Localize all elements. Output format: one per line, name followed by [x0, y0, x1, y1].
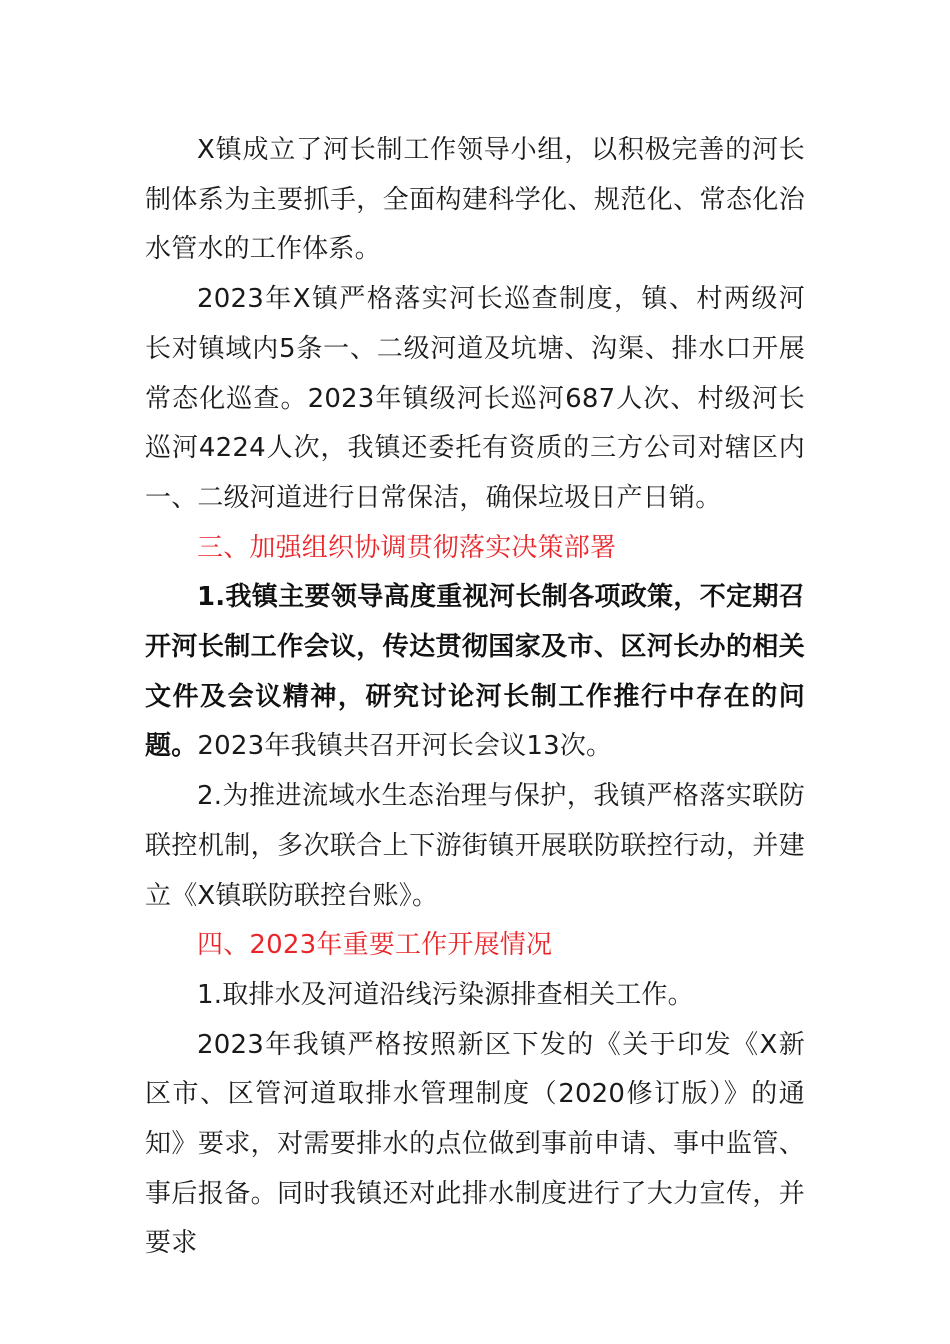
paragraph-drainage-rules: 2023年我镇严格按照新区下发的《关于印发《X新区市、区管河道取排水管理制度（2020修订版）》的通知》要求，对需要排水的点位做到事前申请、事中监管、事后报备。同时我镇还对此排水制度进行了大力宣传，并要求 [145, 1029, 805, 1259]
paragraph-leadership-group: X镇成立了河长制工作领导小组，以积极完善的河长制体系为主要抓手，全面构建科学化、规范化、常态化治水管水的工作体系。 [145, 135, 805, 265]
bold-statement: 1.我镇主要领导高度重视河长制各项政策，不定期召开河长制工作会议，传达贯彻国家及市、区河长办的相关文件及会议精神，研究讨论河长制工作推行中存在的问题。 [145, 582, 805, 762]
paragraph-river-patrol: 2023年X镇严格落实河长巡查制度，镇、村两级河长对镇域内5条一、二级河道及坑塘、沟渠、排水口开展常态化巡查。2023年镇级河长巡河687人次、村级河长巡河4224人次，我镇还委托有资质的三方公司对辖区内一、二级河道进行日常保洁，确保垃圾日产日销。 [145, 284, 805, 513]
paragraph-meetings [145, 573, 805, 772]
paragraph-drainage-item: 1.取排水及河道沿线污染源排查相关工作。 [197, 979, 694, 1010]
meeting-count-text: 2023年我镇共召开河长会议13次。 [197, 731, 613, 762]
document-page [145, 126, 805, 1269]
section-heading-3: 三、加强组织协调贯彻落实决策部署 [197, 532, 617, 563]
section-heading-4: 四、2023年重要工作开展情况 [197, 930, 553, 961]
paragraph-joint-control: 2.为推进流域水生态治理与保护，我镇严格落实联防联控机制，多次联合上下游街镇开展联防联控行动，并建立《X镇联防联控台账》。 [145, 781, 805, 911]
